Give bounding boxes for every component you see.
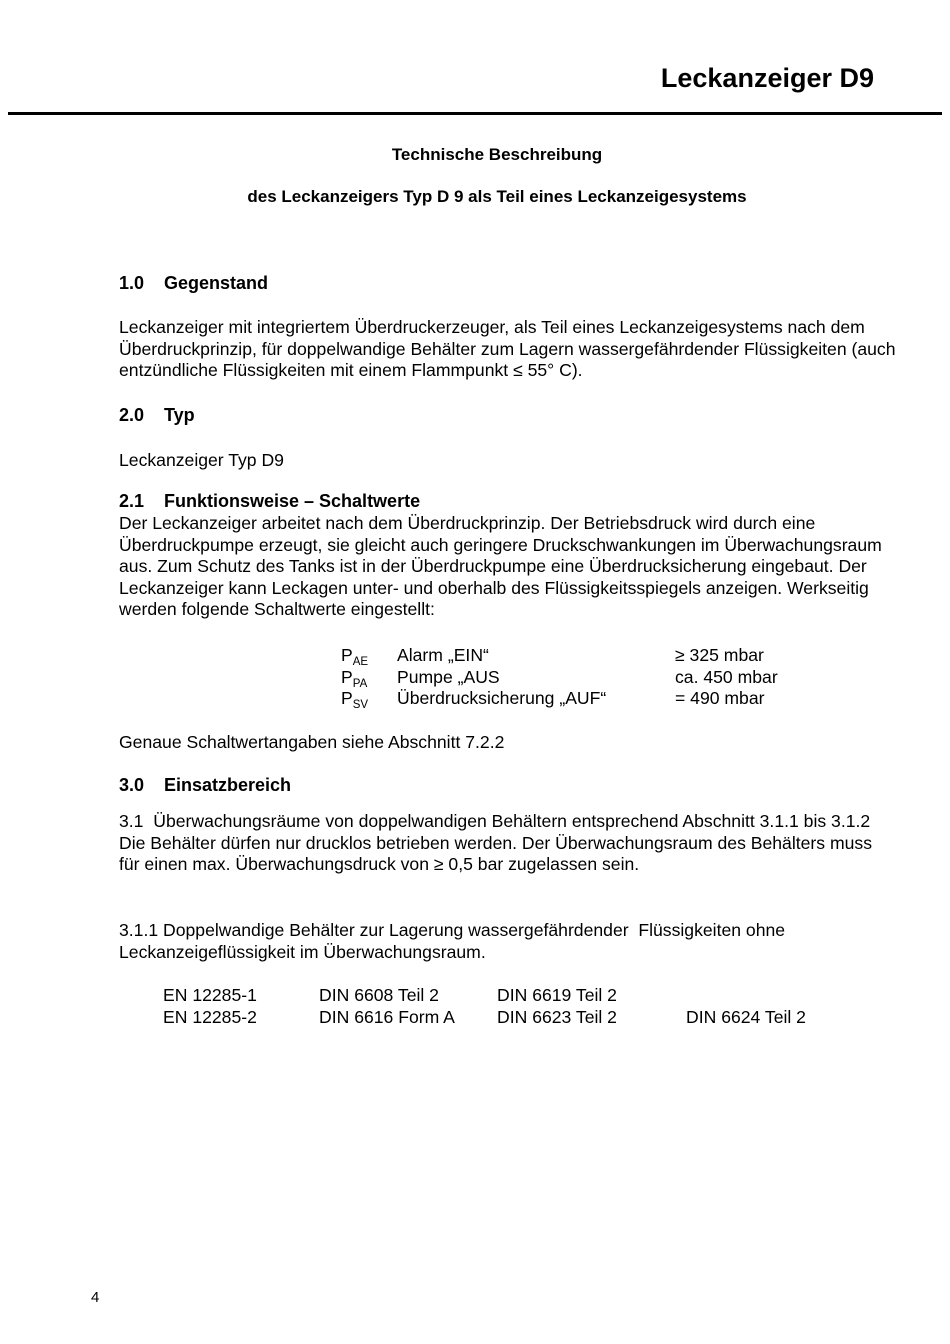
switch-symbol: $P_{PA}$ bbox=[341, 666, 368, 690]
switch-value: = 490 mbar bbox=[675, 688, 765, 709]
switch-value: ca. 450 mbar bbox=[675, 666, 778, 687]
section-number: 1.0 bbox=[119, 273, 145, 293]
switch-value-row bbox=[0, 688, 950, 710]
standards-table bbox=[0, 985, 950, 1028]
switch-value-row bbox=[0, 645, 950, 667]
section-number: 3.0 bbox=[119, 775, 145, 795]
switch-label: Alarm „EIN“ bbox=[397, 645, 489, 665]
section-title: Typ bbox=[164, 405, 195, 425]
header-divider bbox=[8, 112, 942, 115]
section-title: Funktionsweise – Schaltwerte bbox=[164, 491, 421, 511]
standard-cell: EN 12285-2 bbox=[163, 1006, 257, 1027]
switch-label: Pumpe „AUS bbox=[397, 666, 500, 687]
document-subtitle: des Leckanzeigers Typ D 9 als Teil eines Leckanzeigesystems bbox=[247, 187, 747, 206]
section-2-heading bbox=[119, 405, 195, 426]
standard-cell: EN 12285-1 bbox=[163, 985, 257, 1005]
switch-symbol: $P_{AE}$ bbox=[341, 645, 369, 668]
standard-cell: DIN 6624 Teil 2 bbox=[686, 1006, 806, 1027]
section-number: 2.1 bbox=[119, 491, 145, 511]
page-header-title: Leckanzeiger D9 bbox=[660, 63, 874, 93]
section-title: Gegenstand bbox=[164, 273, 269, 293]
switch-value-row bbox=[0, 667, 950, 689]
document-title: Technische Beschreibung bbox=[391, 145, 603, 164]
section-1-heading bbox=[119, 273, 268, 294]
section-3-1-1-body: 3.1.1 Doppelwandige Behälter zur Lagerung wassergefährdender Flüssigkeiten ohne Leckanzeigeflüssigkeit im Überwachungsraum. bbox=[119, 920, 790, 962]
section-title: Einsatzbereich bbox=[164, 775, 292, 795]
switch-values-note: Genaue Schaltwertangaben siehe Abschnitt 7.2.2 bbox=[119, 732, 505, 752]
standard-cell: DIN 6619 Teil 2 bbox=[497, 985, 617, 1005]
section-3-1-body: 3.1 Überwachungsräume von doppelwandigen Behältern entsprechend Abschnitt 3.1.1 bis 3.1.2 Die Behälter dürfen nur drucklos betrieben werden. Der Überwachungsraum des Behälters muss für einen max. Überwachungsdruck von ≥ 0,5 bar zugelassen sein. bbox=[119, 811, 880, 875]
section-number: 2.0 bbox=[119, 405, 145, 425]
switch-value: ≥ 325 mbar bbox=[675, 645, 764, 665]
section-2-1-heading bbox=[119, 491, 420, 512]
standard-cell: DIN 6608 Teil 2 bbox=[319, 985, 439, 1005]
switch-label: Überdrucksicherung „AUF“ bbox=[397, 688, 607, 709]
section-2-1-body: Der Leckanzeiger arbeitet nach dem Überdruckprinzip. Der Betriebsdruck wird durch eine Überdruckpumpe erzeugt, sie gleicht auch geringere Druckschwankungen im Überwachungsraum aus. Zum Schutz des Tanks ist in der Überdruckpumpe eine Überdrucksicherung eingebaut. Der Leckanzeiger kann Leckagen unter- und oberhalb des Flüssigkeitsspiegels anzeigen. Werkseitig werden folgende Schaltwerte eingestellt: bbox=[119, 513, 882, 620]
page-number: 4 bbox=[91, 1289, 100, 1306]
standard-cell: DIN 6623 Teil 2 bbox=[497, 1006, 617, 1027]
section-2-body: Leckanzeiger Typ D9 bbox=[119, 450, 284, 470]
switch-values-table bbox=[0, 645, 950, 710]
standard-cell: DIN 6616 Form A bbox=[319, 1006, 455, 1027]
section-3-heading bbox=[119, 775, 291, 796]
switch-symbol: $P_{SV}$ bbox=[341, 688, 369, 712]
standards-row bbox=[0, 985, 950, 1007]
section-1-body: Leckanzeiger mit integriertem Überdruckerzeuger, als Teil eines Leckanzeigesystems nach dem Überdruckprinzip, für doppelwandige Behälter zum Lagern wassergefährdender Flüssigkeiten (auch entzündliche Flüssigkeiten mit einem Flammpunkt ≤ 55° C). bbox=[119, 317, 896, 381]
standards-row bbox=[0, 1007, 950, 1029]
